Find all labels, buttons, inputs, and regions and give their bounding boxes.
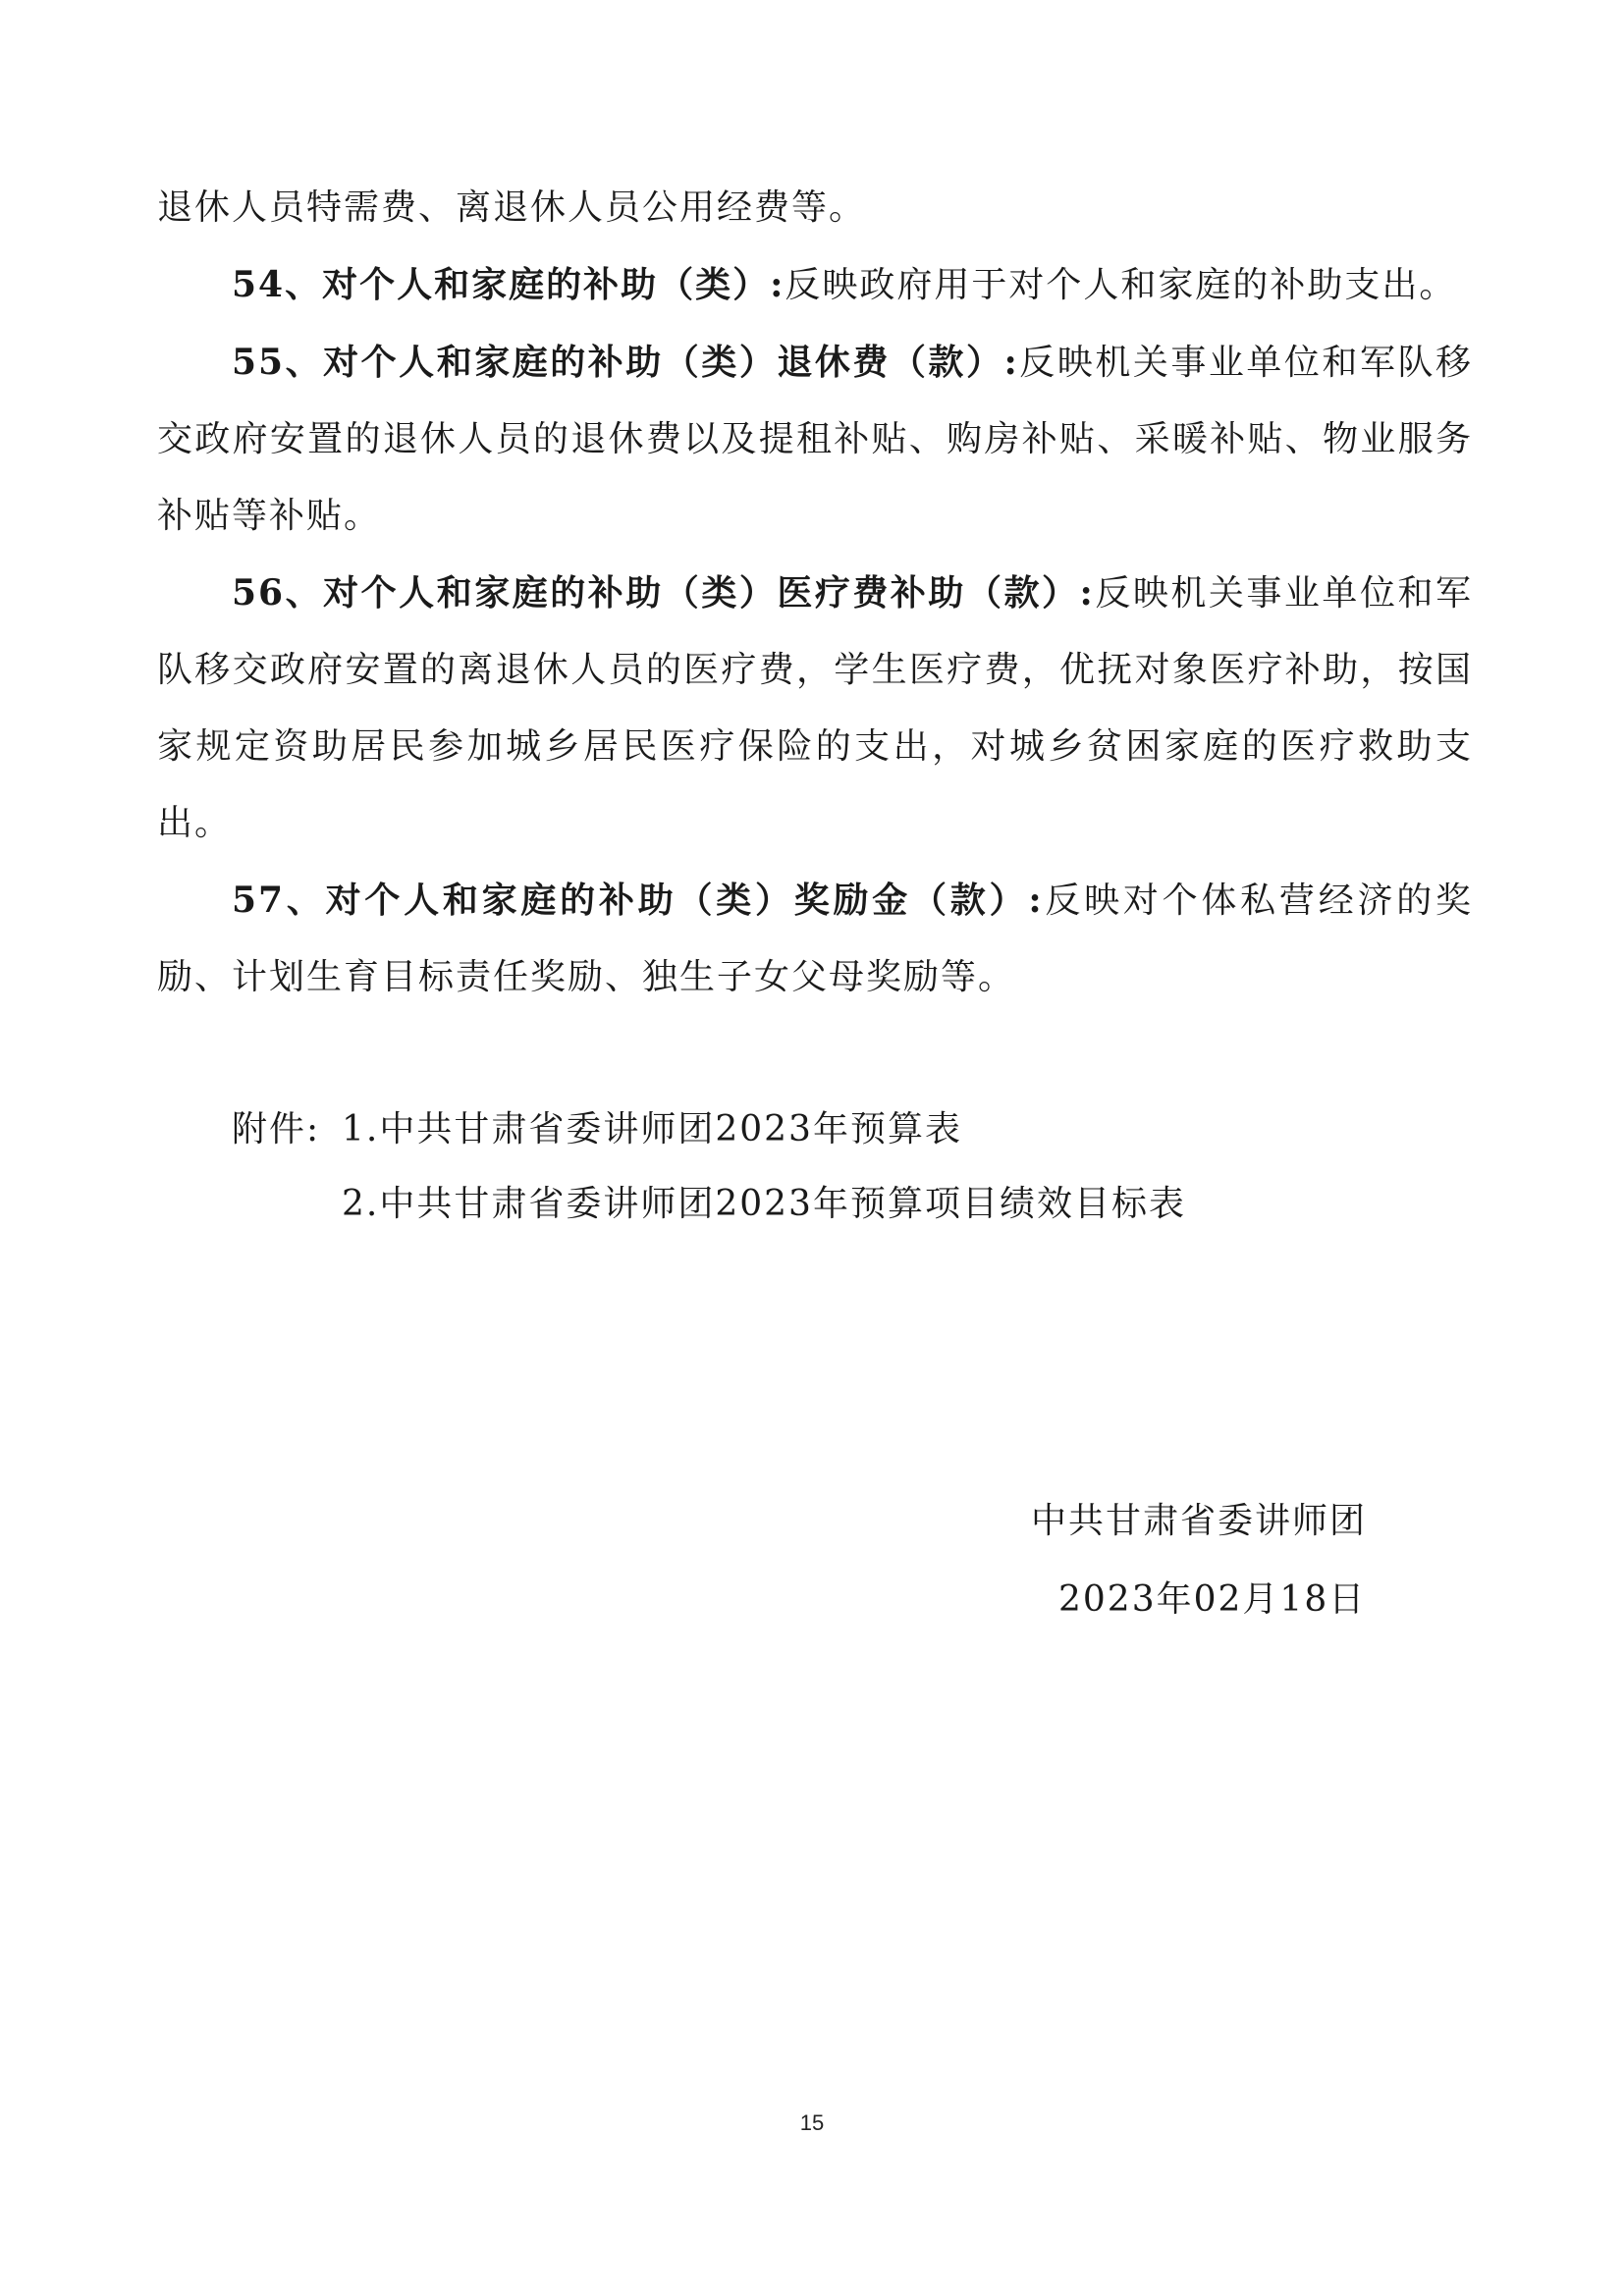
paragraph-text: 反映对个体私营经济的奖励、计划生育目标责任奖励、独生子女父母奖励等。 — [157, 881, 1473, 997]
paragraph-55 — [157, 324, 1473, 555]
paragraph-text: 反映机关事业单位和军队移交政府安置的离退休人员的医疗费，学生医疗费，优抚对象医疗补助，按国家规定资助居民参加城乡居民医疗保险的支出，对城乡贫困家庭的医疗救助支出。 — [157, 573, 1473, 843]
paragraph-term: 54、对个人和家庭的补助（类）: — [232, 264, 785, 305]
paragraph-term: 56、对个人和家庭的补助（类）医疗费补助（款）: — [232, 572, 1095, 614]
attachment-item: 2.中共甘肃省委讲师团2023年预算项目绩效目标表 — [342, 1184, 1186, 1224]
page-number: 15 — [799, 2110, 825, 2135]
attachment-item: 1.中共甘肃省委讲师团2023年预算表 — [342, 1109, 962, 1149]
paragraph-57 — [157, 862, 1473, 1016]
attachment-row — [232, 1167, 1186, 1242]
paragraph-54 — [157, 246, 1473, 324]
paragraph-text: 退休人员特需费、离退休人员公用经费等。 — [157, 187, 867, 228]
attachment-row — [232, 1093, 1186, 1167]
body-text — [157, 169, 1473, 1016]
paragraph-term: 55、对个人和家庭的补助（类）退休费（款）: — [232, 342, 1019, 383]
paragraph-text: 反映政府用于对个人和家庭的补助支出。 — [785, 265, 1457, 305]
paragraph-53-continued — [157, 169, 1473, 246]
signature-date: 2023年02月18日 — [1058, 1579, 1367, 1620]
paragraph-text: 反映机关事业单位和军队移交政府安置的退休人员的退休费以及提租补贴、购房补贴、采暖补贴、物业服务补贴等补贴。 — [157, 343, 1473, 536]
paragraph-term: 57、对个人和家庭的补助（类）奖励金（款）: — [232, 880, 1044, 921]
paragraph-56 — [157, 555, 1473, 862]
attachments-label: 附件: — [232, 1109, 321, 1149]
signature-organization: 中共甘肃省委讲师团 — [1031, 1501, 1368, 1541]
signature-block — [1031, 1482, 1367, 1639]
attachments-section — [232, 1093, 1186, 1242]
